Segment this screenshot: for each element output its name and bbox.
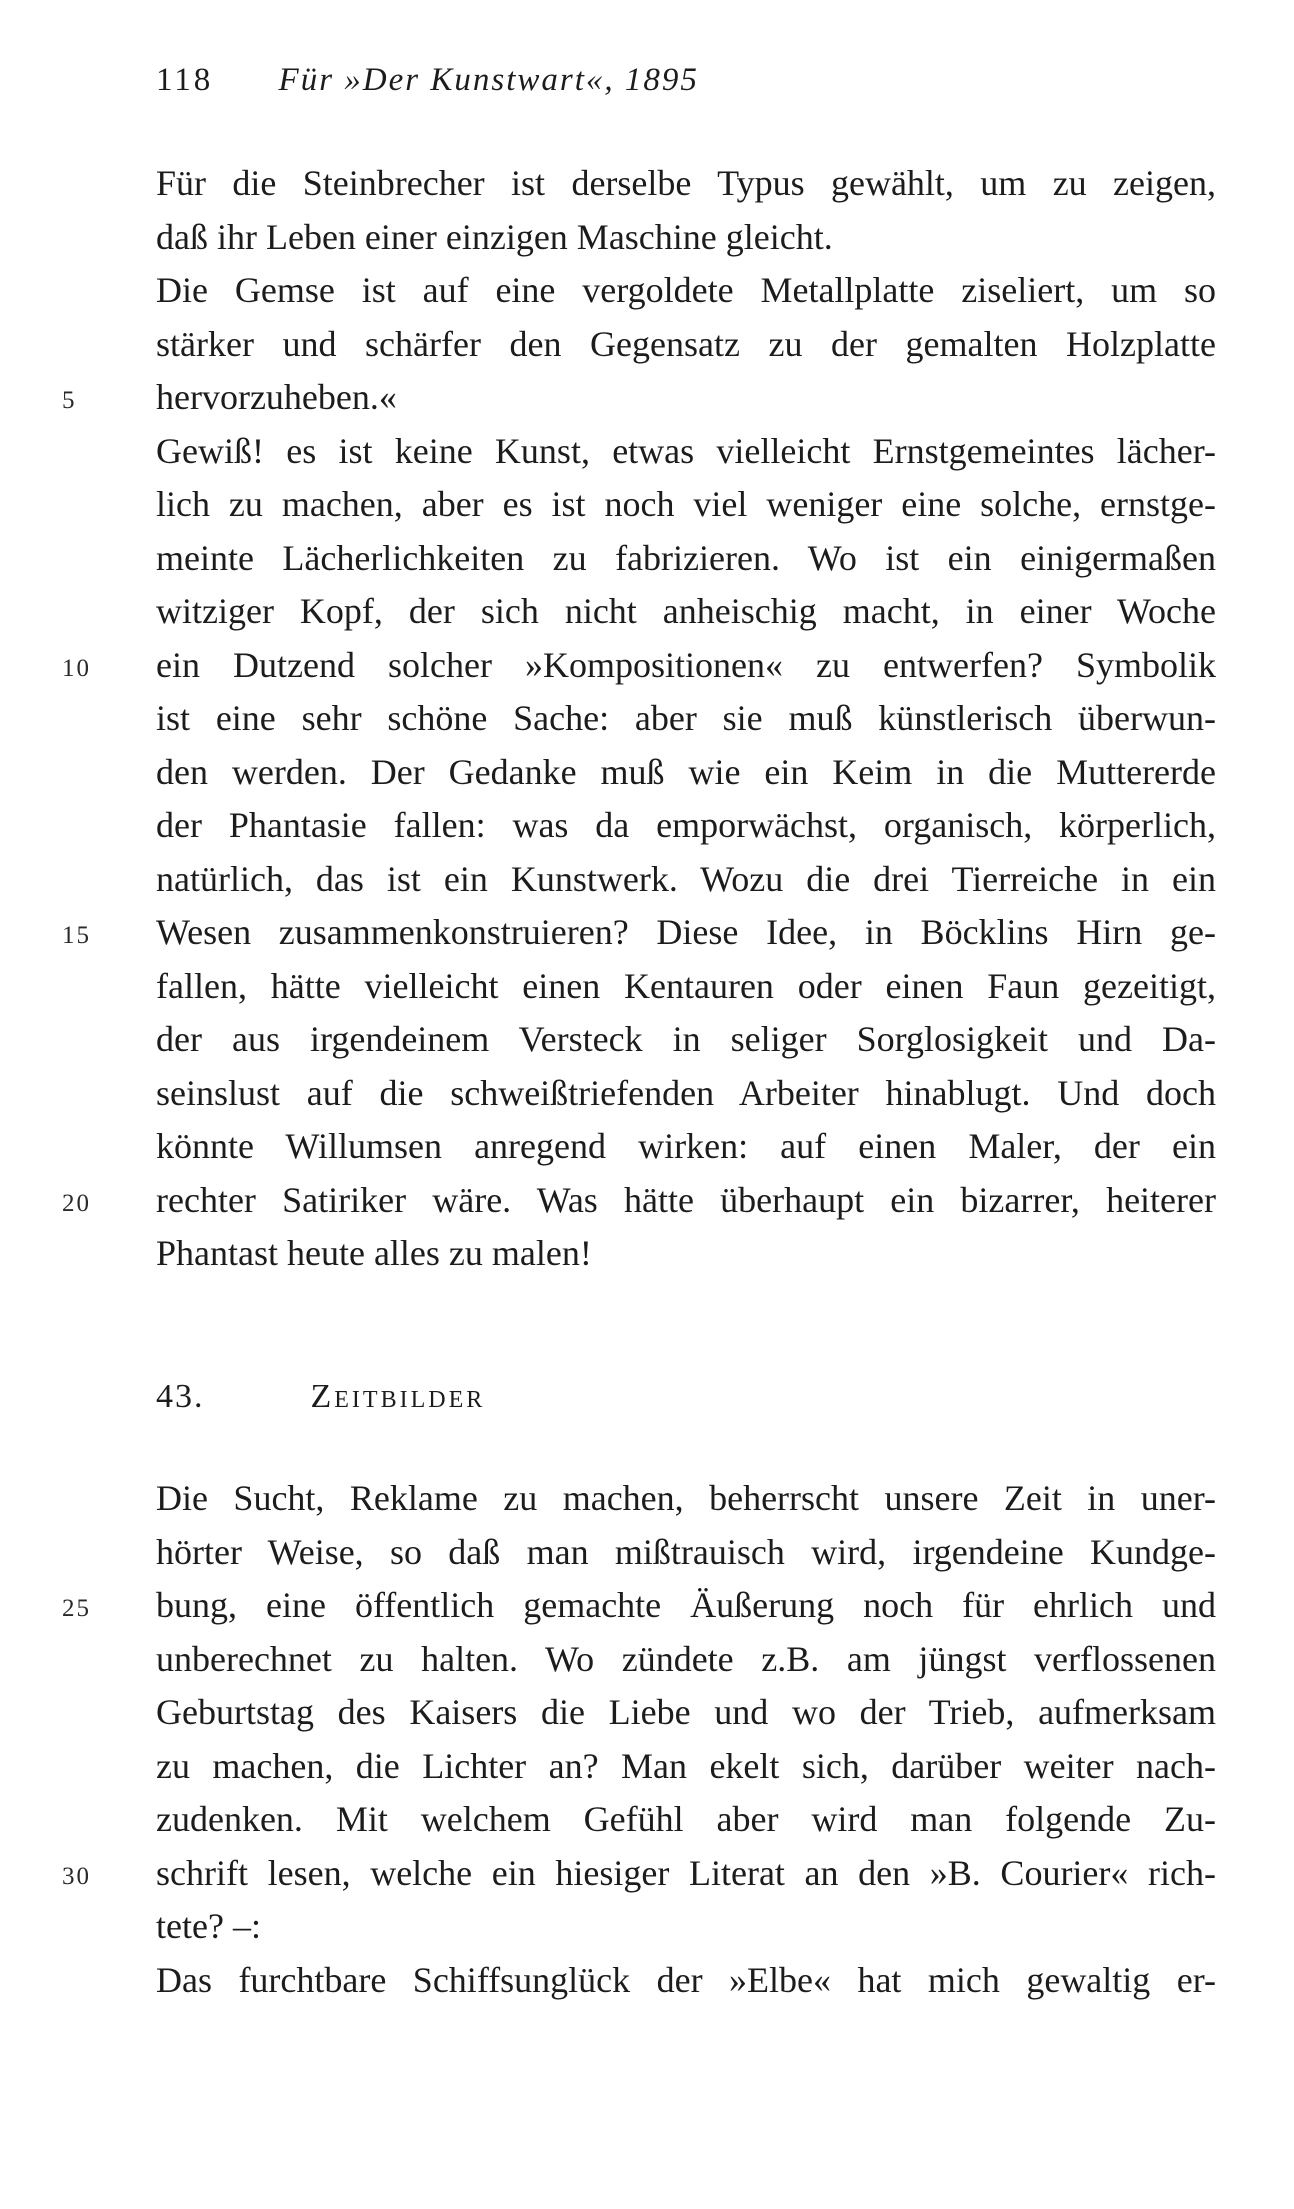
line-text: Gewiß! es ist keine Kunst, etwas vielleicht Ernstgemeintes lächer- bbox=[156, 430, 1216, 471]
text-line bbox=[62, 639, 1216, 693]
text-line bbox=[156, 1120, 1216, 1174]
text-line bbox=[156, 1633, 1216, 1687]
body-text-section-43 bbox=[62, 1472, 1216, 2007]
text-line bbox=[156, 1472, 1216, 1526]
line-text: zu machen, die Lichter an? Man ekelt sich, darüber weiter nach- bbox=[156, 1745, 1216, 1786]
text-line bbox=[156, 1740, 1216, 1794]
line-text: Geburtstag des Kaisers die Liebe und wo der Trieb, aufmerksam bbox=[156, 1692, 1216, 1732]
line-text: rechter Satiriker wäre. Was hätte überhaupt ein bizarrer, heiterer bbox=[156, 1179, 1216, 1220]
line-text: tete? –: bbox=[156, 1906, 261, 1946]
running-head bbox=[156, 62, 699, 99]
line-text: Das furchtbare Schiffsunglück der »Elbe« hat mich gewaltig er- bbox=[156, 1959, 1216, 2000]
text-line bbox=[156, 1067, 1216, 1121]
line-text: zudenken. Mit welchem Gefühl aber wird man folgende Zu- bbox=[156, 1799, 1216, 1839]
text-line bbox=[62, 371, 1216, 425]
line-text: fallen, hätte vielleicht einen Kentauren oder einen Faun gezeitigt, bbox=[156, 965, 1216, 1006]
text-line bbox=[156, 1013, 1216, 1067]
line-number: 25 bbox=[62, 1595, 91, 1622]
line-text: unberechnet zu halten. Wo zündete z.B. am jüngst verflossenen bbox=[156, 1638, 1216, 1679]
text-line bbox=[62, 906, 1216, 960]
text-line bbox=[156, 1954, 1216, 2008]
line-text: Phantast heute alles zu malen! bbox=[156, 1233, 592, 1273]
line-text: ist eine sehr schöne Sache: aber sie muß künstlerisch überwun- bbox=[156, 698, 1216, 738]
line-text: meinte Lächerlichkeiten zu fabrizieren. Wo ist ein einigermaßen bbox=[156, 537, 1216, 578]
line-text: witziger Kopf, der sich nicht anheischig macht, in einer Woche bbox=[156, 591, 1216, 631]
text-line bbox=[156, 1227, 1216, 1281]
line-number: 15 bbox=[62, 922, 91, 949]
line-text: der Phantasie fallen: was da emporwächst, organisch, körperlich, bbox=[156, 805, 1216, 845]
line-text: ein Dutzend solcher »Kompositionen« zu entwerfen? Symbolik bbox=[156, 644, 1216, 685]
line-text: hörter Weise, so daß man mißtrauisch wird, irgendeine Kundge- bbox=[156, 1531, 1216, 1572]
line-text: der aus irgendeinem Versteck in seliger Sorglosigkeit und Da- bbox=[156, 1019, 1216, 1059]
line-text: Die Gemse ist auf eine vergoldete Metallplatte ziseliert, um so bbox=[156, 270, 1216, 310]
text-line bbox=[156, 1686, 1216, 1740]
line-text: hervorzuheben.« bbox=[156, 377, 397, 417]
text-line bbox=[156, 211, 1216, 265]
page-number: 118 bbox=[156, 62, 214, 98]
line-text: daß ihr Leben einer einzigen Maschine gleicht. bbox=[156, 216, 833, 257]
section-heading bbox=[156, 1378, 485, 1416]
line-text: stärker und schärfer den Gegensatz zu der gemalten Holzplatte bbox=[156, 323, 1216, 364]
text-line bbox=[62, 1174, 1216, 1228]
line-number: 20 bbox=[62, 1189, 91, 1217]
body-text-continued bbox=[62, 157, 1216, 1281]
line-text: könnte Willumsen anregend wirken: auf einen Maler, der ein bbox=[156, 1126, 1216, 1166]
text-line bbox=[156, 478, 1216, 532]
line-number: 10 bbox=[62, 654, 91, 682]
text-line bbox=[156, 585, 1216, 639]
line-text: Wesen zusammenkonstruieren? Diese Idee, in Böcklins Hirn ge- bbox=[156, 912, 1216, 952]
text-line bbox=[156, 960, 1216, 1014]
text-line bbox=[156, 799, 1216, 853]
text-line bbox=[156, 853, 1216, 907]
line-number: 30 bbox=[62, 1862, 91, 1890]
text-line bbox=[156, 532, 1216, 586]
line-text: bung, eine öffentlich gemachte Äußerung noch für ehrlich und bbox=[156, 1585, 1216, 1625]
text-line bbox=[156, 1900, 1216, 1954]
line-text: den werden. Der Gedanke muß wie ein Keim in die Muttererde bbox=[156, 751, 1216, 792]
section-number: 43. bbox=[156, 1378, 205, 1415]
line-text: lich zu machen, aber es ist noch viel weniger eine solche, ernstge- bbox=[156, 484, 1216, 524]
text-line bbox=[156, 1793, 1216, 1847]
running-head-title: Für »Der Kunstwart«, 1895 bbox=[278, 62, 699, 98]
text-line bbox=[156, 1526, 1216, 1580]
text-line bbox=[156, 746, 1216, 800]
text-line bbox=[62, 1847, 1216, 1901]
line-text: Für die Steinbrecher ist derselbe Typus gewählt, um zu zeigen, bbox=[156, 163, 1216, 203]
line-text: natürlich, das ist ein Kunstwerk. Wozu die drei Tierreiche in ein bbox=[156, 858, 1216, 899]
text-line bbox=[156, 264, 1216, 318]
line-text: schrift lesen, welche ein hiesiger Literat an den »B. Courier« rich- bbox=[156, 1852, 1216, 1893]
line-number: 5 bbox=[62, 387, 77, 414]
text-line bbox=[156, 157, 1216, 211]
text-line bbox=[62, 1579, 1216, 1633]
text-line bbox=[156, 425, 1216, 479]
line-text: Die Sucht, Reklame zu machen, beherrscht unsere Zeit in uner- bbox=[156, 1478, 1216, 1518]
text-line bbox=[156, 318, 1216, 372]
line-text: seinslust auf die schweißtriefenden Arbeiter hinablugt. Und doch bbox=[156, 1072, 1216, 1113]
text-line bbox=[156, 692, 1216, 746]
section-title: Zeitbilder bbox=[310, 1378, 486, 1415]
